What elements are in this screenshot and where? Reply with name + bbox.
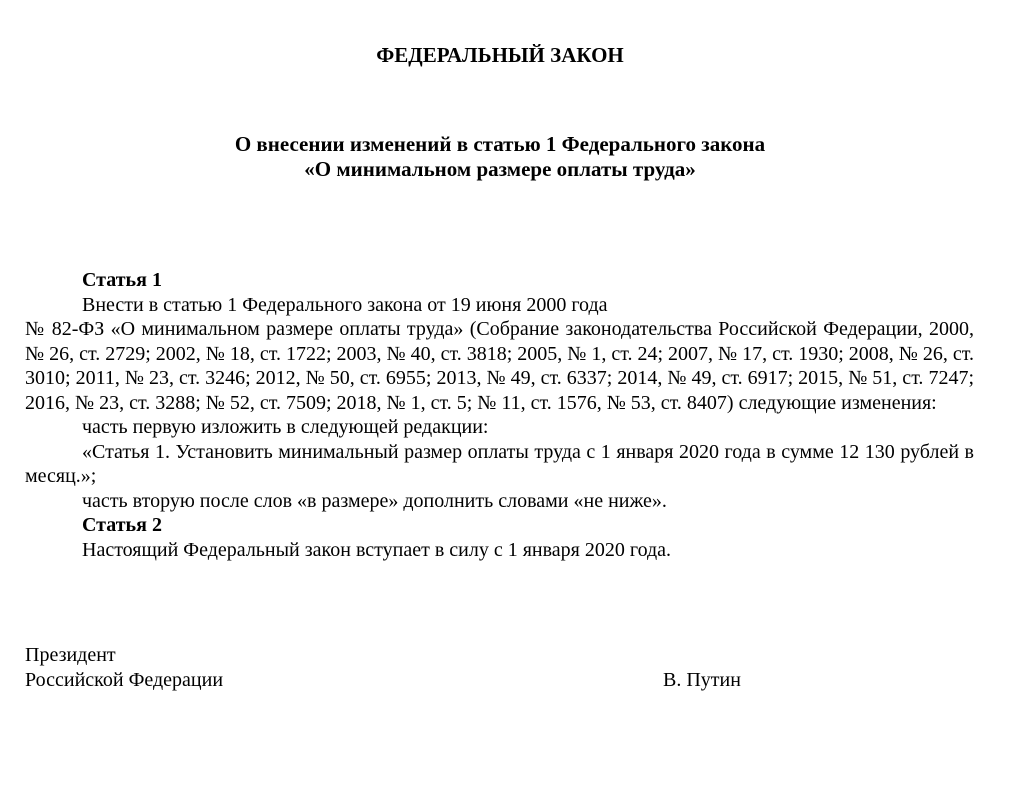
article-1-intro-first-line: Внести в статью 1 Федерального закона от 19 июня 2000 года <box>82 293 608 316</box>
article-1-part-1-text: «Статья 1. Установить минимальный размер оплаты труда с 1 января 2020 года в сумме 12 130 рублей в месяц.»; <box>25 440 974 487</box>
article-1-heading: Статья 1 <box>82 269 162 291</box>
article-2-heading: Статья 2 <box>82 514 162 536</box>
article-1-part-1-intro: часть первую изложить в следующей редакции: <box>82 416 489 438</box>
document-type-heading: ФЕДЕРАЛЬНЫЙ ЗАКОН <box>376 43 624 67</box>
article-2-text: Настоящий Федеральный закон вступает в силу с 1 января 2020 года. <box>82 538 672 561</box>
article-1-part-2-text: часть вторую после слов «в размере» дополнить словами «не ниже». <box>82 489 667 512</box>
signatory-name: В. Путин <box>663 669 741 691</box>
document-body <box>25 268 974 562</box>
document-title-line-1: О внесении изменений в статью 1 Федерального закона <box>234 132 766 156</box>
signature-title-line-2: Российской Федерации <box>25 669 224 691</box>
signature-title-line-1: Президент <box>25 644 116 666</box>
document-title-line-2: «О минимальном размере оплаты труда» <box>304 157 696 181</box>
article-1-intro-continuation: № 82-ФЗ «О минимальном размере оплаты труда» (Собрание законодательства Российской Федерации, 2000, № 26, ст. 2729; 2002, № 18, ст. 1722; 2003, № 40, ст. 3818; 2005, № 1, ст. 24; 2007, № 17, ст. 1930; 2008, № 26, ст. 3010; 2011, № 23, ст. 3246; 2012, № 50, ст. 6955; 2013, № 49, ст. 6337; 2014, № 49, ст. 6917; 2015, № 51, ст. 7247; 2016, № 23, ст. 3288; № 52, ст. 7509; 2018, № 1, ст. 5; № 11, ст. 1576, № 53, ст. 8407) следующие изменения: <box>25 318 974 414</box>
signature-block <box>25 643 755 693</box>
document-title <box>0 132 1000 182</box>
